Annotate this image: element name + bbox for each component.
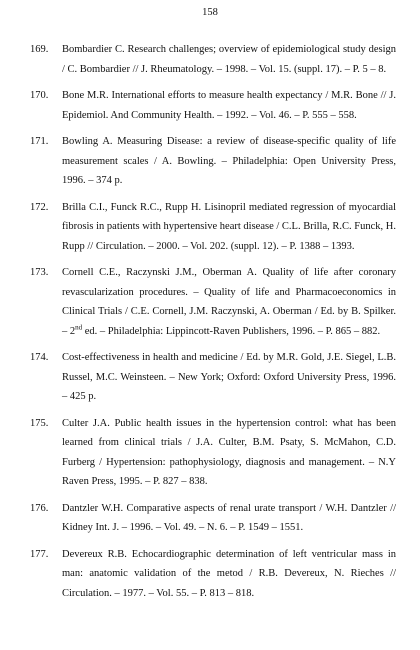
reference-number: 170. (30, 90, 49, 101)
reference-number: 171. (30, 136, 49, 147)
reference-item-177 (30, 545, 396, 604)
reference-item-169 (30, 40, 396, 79)
reference-list (30, 40, 396, 610)
reference-text-part: Cornell C.E., Raczynski J.M., Oberman A. Quality of life after coronary revascularization procedures. – Quality of life and Pharmacoeconomics in Clinical Trials / C.E. Cornell, J.M. Raczynski, A. Oberman / Ed. by B. Spilker. – 2 (62, 267, 396, 337)
page-number: 158 (202, 7, 218, 18)
reference-number: 173. (30, 267, 49, 278)
reference-number: 175. (30, 417, 49, 429)
reference-text (62, 263, 396, 341)
reference-text: Devereux R.B. Echocardiographic determination of left ventricular mass in man: anatomic validation of the metod / R.B. Devereux, N. Rieches // Circulation. – 1977. – Vol. 55. – P. 813 – 818. (62, 548, 396, 599)
reference-item-173 (30, 263, 396, 341)
reference-item-170 (30, 86, 396, 125)
reference-text-part: ed. – Philadelphia: Lippincott-Raven Publishers, 1996. – P. 865 – 882. (82, 325, 381, 337)
reference-text: Bowling A. Measuring Disease: a review of disease-specific quality of life measurement scales / A. Bowling. – Philadelphia: Open University Press, 1996. – 374 p. (62, 136, 396, 186)
reference-item-175 (30, 414, 396, 492)
reference-number: 176. (30, 502, 49, 514)
reference-number: 172. (30, 201, 49, 213)
reference-item-171 (30, 132, 396, 191)
reference-number: 177. (30, 548, 49, 560)
reference-number: 174. (30, 352, 49, 363)
reference-item-174 (30, 348, 396, 407)
reference-text: Bone M.R. International efforts to measure health expectancy / M.R. Bone // J. Epidemiol. And Community Health. – 1992. – Vol. 46. – P. 555 – 558. (62, 90, 396, 121)
reference-text: Brilla C.I., Funck R.C., Rupp H. Lisinopril mediated regression of myocardial fibrosis in patients with hypertensive heart disease / C.L. Brilla, R.C. Funck, H. Rupp // Circulation. – 2000. – Vol. 202. (suppl. 12). – P. 1388 – 1393. (62, 201, 396, 252)
ordinal-superscript: nd (75, 323, 83, 331)
reference-text: Culter J.A. Public health issues in the hypertension control: what has been learned from clinical trials / J.A. Culter, B.M. Psaty, S. McMahon, C.D. Furberg / Hypertension: pathophysiology, diagnosis and management. – N.Y Raven Press, 1995. – P. 827 – 838. (62, 417, 396, 487)
reference-text: Dantzler W.H. Comparative aspects of renal urate transport / W.H. Dantzler // Kidney Int. J. – 1996. – Vol. 49. – N. 6. – P. 1549 – 1551. (62, 502, 396, 533)
reference-item-172 (30, 198, 396, 257)
reference-number: 169. (30, 44, 49, 55)
reference-item-176 (30, 499, 396, 538)
reference-text: Bombardier C. Research challenges; overview of epidemiological study design / C. Bombardier // J. Rheumatology. – 1998. – Vol. 15. (suppl. 17). – P. 5 – 8. (62, 44, 396, 75)
reference-text: Cost-effectiveness in health and medicine / Ed. by M.R. Gold, J.E. Siegel, L.B. Russel, M.C. Weinsteen. – New York; Oxford: Oxford University Press, 1996. – 425 p. (62, 352, 396, 402)
